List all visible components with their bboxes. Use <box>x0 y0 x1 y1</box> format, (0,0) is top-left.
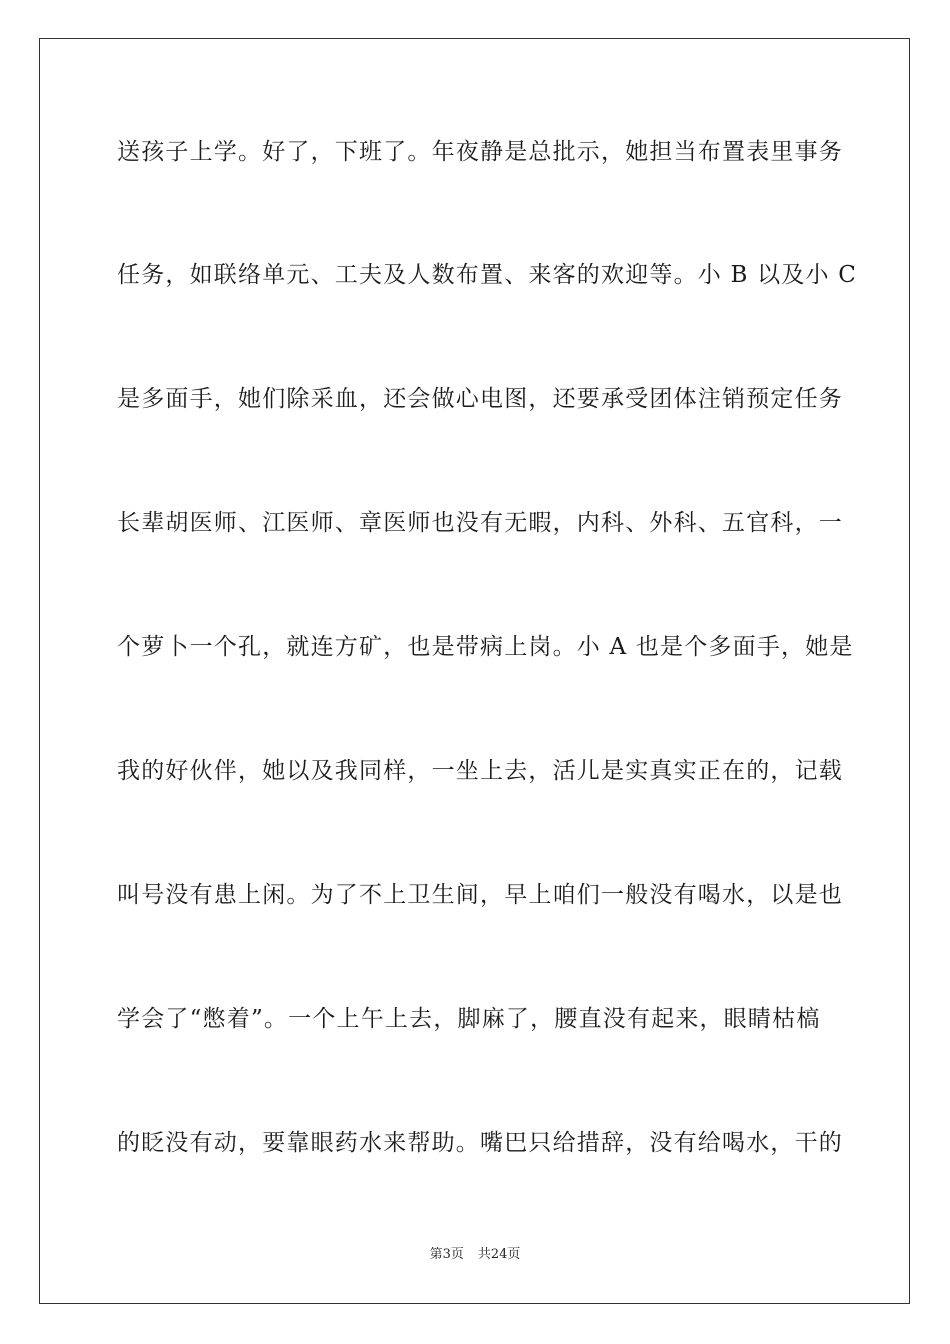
text-line: 的眨没有动，要靠眼药水来帮助。嘴巴只给措辞，没有给喝水，干的 <box>117 1130 843 1156</box>
page-number: 第3页 <box>429 1247 464 1262</box>
text-line: 个萝卜一个孔，就连方矿，也是带病上岗。小 A 也是个多面手，她是 <box>117 634 854 660</box>
text-line: 任务，如联络单元、工夫及人数布置、来客的欢迎等。小 B 以及小 C <box>117 262 858 288</box>
page-border <box>39 38 910 1304</box>
page-footer <box>0 1246 950 1264</box>
text-line: 是多面手，她们除采血，还会做心电图，还要承受团体注销预定任务 <box>117 386 843 412</box>
page-total: 共24页 <box>477 1247 521 1262</box>
text-line: 学会了“憋着”。一个上午上去，脚麻了，腰直没有起来，眼睛枯槁 <box>117 1006 821 1032</box>
text-line: 叫号没有患上闲。为了不上卫生间，早上咱们一般没有喝水，以是也 <box>117 882 843 908</box>
text-line: 我的好伙伴，她以及我同样，一坐上去，活儿是实真实正在的，记载 <box>117 758 843 784</box>
text-line: 送孩子上学。好了，下班了。年夜静是总批示，她担当布置表里事务 <box>117 139 843 165</box>
text-line: 长辈胡医师、江医师、章医师也没有无暇，内科、外科、五官科，一 <box>117 510 843 536</box>
